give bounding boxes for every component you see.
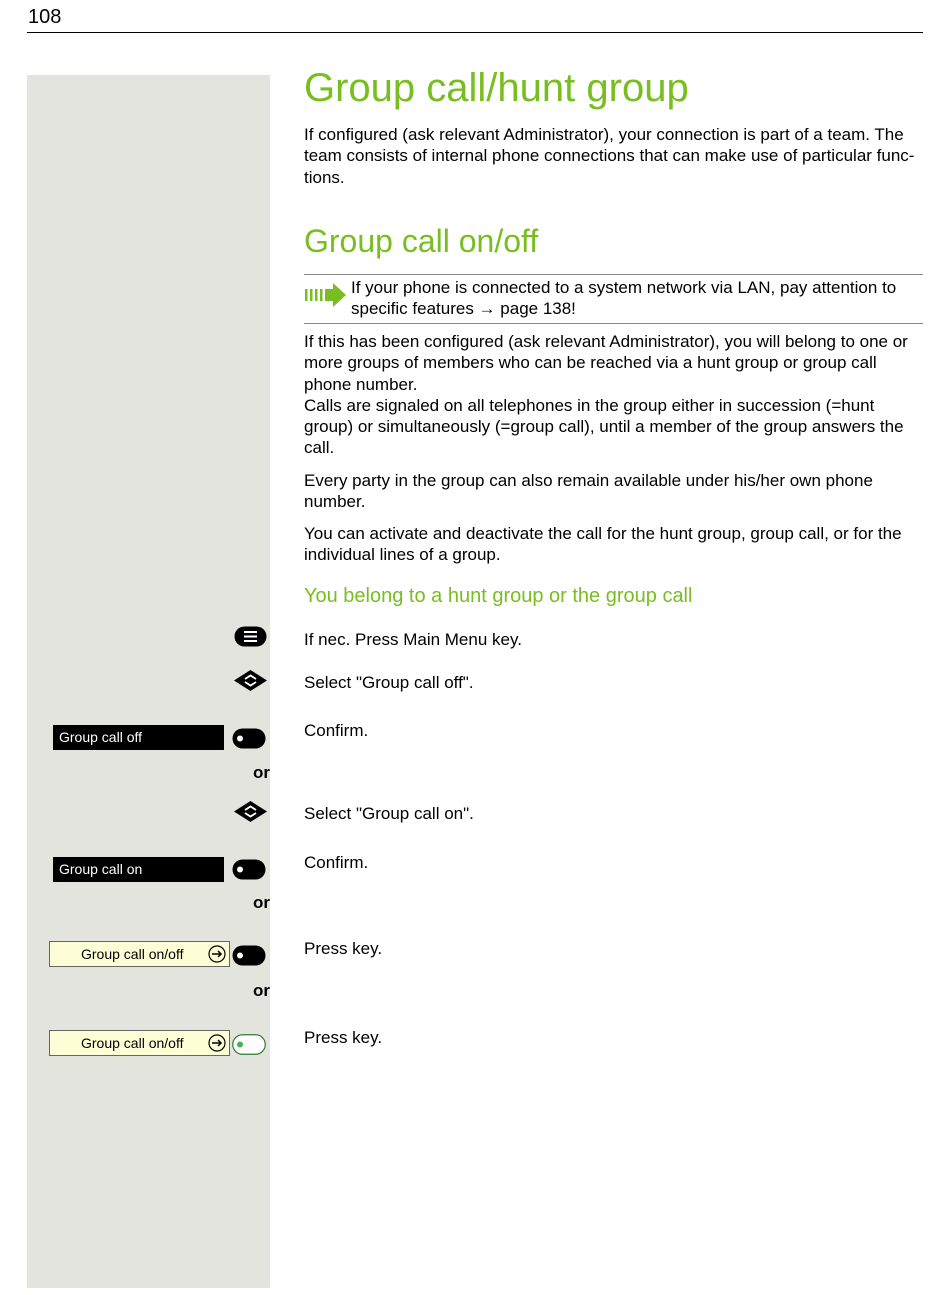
- note-text: If your phone is connected to a system network via LAN, pay attention to specific features → page 138!: [351, 278, 897, 318]
- main-menu-key-icon[interactable]: [234, 626, 267, 647]
- body-paragraph: Every party in the group can also remain available under his/her own phone number.: [304, 471, 873, 512]
- function-key-label: Group call on/off: [81, 1035, 184, 1051]
- step-text: If nec. Press Main Menu key.: [304, 630, 522, 649]
- function-key-group-call[interactable]: [49, 941, 230, 967]
- arrow-right-circle-icon: [208, 1034, 226, 1052]
- function-key-group-call[interactable]: [49, 1030, 230, 1056]
- page-title: Group call/hunt group: [304, 66, 689, 110]
- arrow-right-circle-icon: [208, 945, 226, 963]
- navigator-up-down-icon[interactable]: [234, 801, 267, 822]
- note-top-rule: [304, 274, 923, 275]
- body-paragraph: If this has been configured (ask relevant Administrator), you will belong to one or more groups of members who can be reached via a hunt group or group call phone number. Calls are signaled on all telephones in the group either in succession (=hunt group) or simultaneously (=group call), until a member of the group answers the call.: [304, 332, 908, 458]
- sensor-key-led-on-icon[interactable]: [232, 1034, 266, 1055]
- step-text: Press key.: [304, 939, 383, 958]
- header-rule: [27, 32, 923, 33]
- ok-key-icon[interactable]: [232, 859, 266, 880]
- display-option-group-call-on[interactable]: Group call on: [53, 857, 224, 882]
- step-text: Confirm.: [304, 853, 369, 872]
- step-text: Select "Group call on".: [304, 804, 474, 823]
- step-text: Confirm.: [304, 721, 369, 740]
- intro-paragraph: If configured (ask relevant Administrator), your connection is part of a team. The team consists of internal phone connections that can make use of particular func-tions.: [304, 125, 915, 187]
- step-text: Press key.: [304, 1028, 383, 1047]
- sensor-key-icon[interactable]: [232, 945, 266, 966]
- page-number: 108: [28, 6, 62, 28]
- navigator-up-down-icon[interactable]: [234, 670, 267, 691]
- note-bottom-rule: [304, 323, 923, 324]
- or-label: or: [253, 763, 270, 782]
- body-paragraph: You can activate and deactivate the call for the hunt group, group call, or for the individual lines of a group.: [304, 524, 902, 565]
- function-key-label: Group call on/off: [81, 946, 184, 962]
- step-text: Select "Group call off".: [304, 673, 474, 692]
- section-title: Group call on/off: [304, 223, 539, 259]
- display-option-group-call-off[interactable]: Group call off: [53, 725, 224, 750]
- ok-key-icon[interactable]: [232, 728, 266, 749]
- subsection-title: You belong to a hunt group or the group call: [304, 585, 693, 607]
- note-arrow-icon: [305, 281, 347, 309]
- or-label: or: [253, 981, 270, 1000]
- or-label: or: [253, 893, 270, 912]
